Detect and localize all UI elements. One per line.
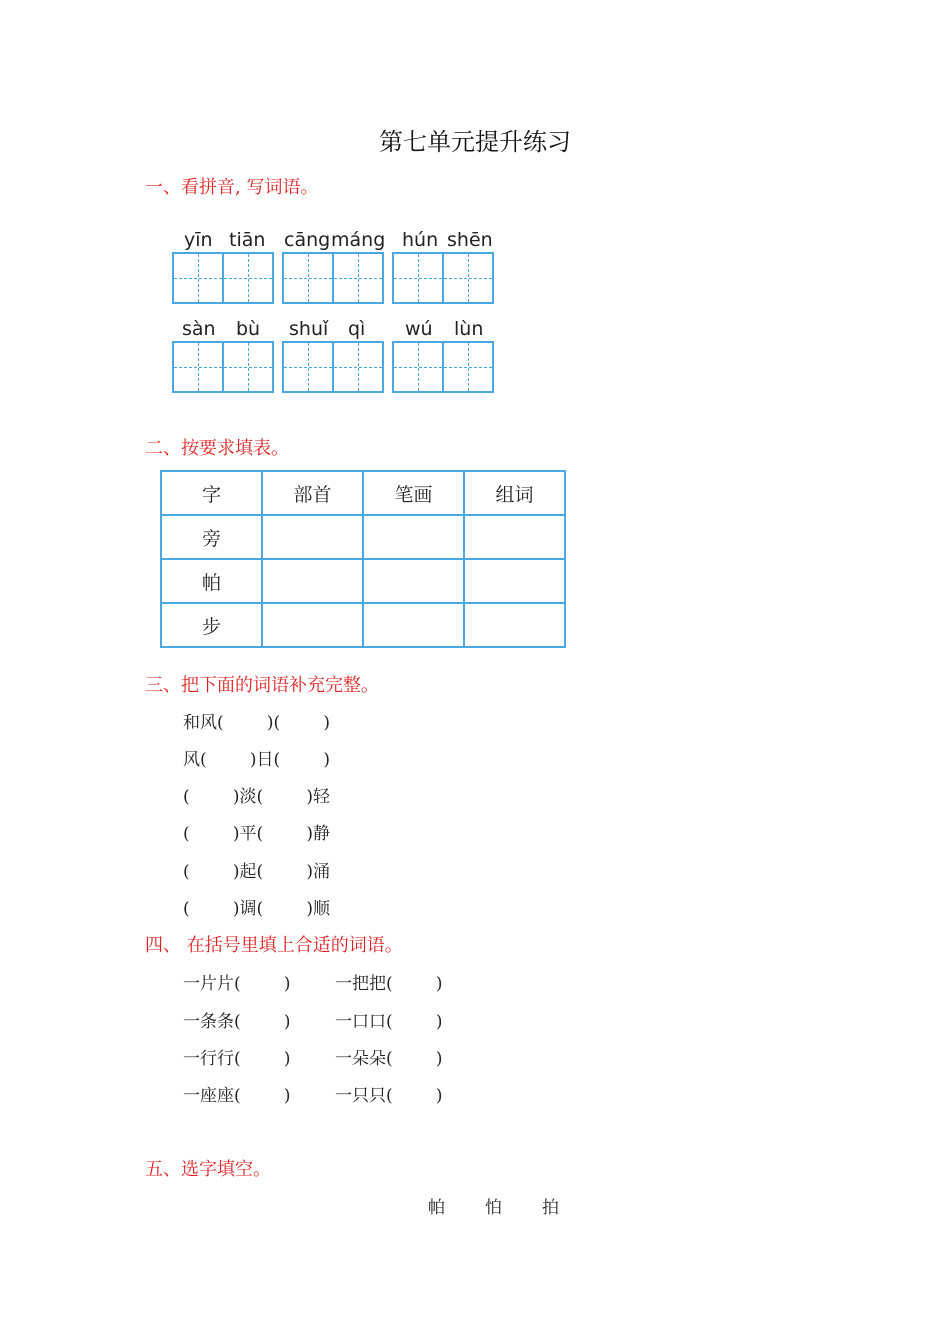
- table-cell-blank[interactable]: [464, 559, 565, 603]
- measure-word-line[interactable]: 一把把( ): [335, 974, 443, 994]
- writing-grid[interactable]: [282, 341, 384, 393]
- idiom-line[interactable]: ( )起( )涌: [183, 862, 330, 882]
- writing-grid[interactable]: [282, 252, 384, 304]
- measure-word-line[interactable]: 一行行( ): [183, 1049, 291, 1069]
- section-2-heading: 二、按要求填表。: [145, 438, 289, 459]
- writing-grid[interactable]: [172, 252, 274, 304]
- table-cell-blank[interactable]: [262, 603, 363, 647]
- pinyin-syllable: hún: [402, 229, 439, 251]
- idiom-line[interactable]: 和风( )( ): [183, 713, 330, 733]
- table-cell-blank[interactable]: [363, 559, 464, 603]
- table-cell-blank[interactable]: [262, 559, 363, 603]
- idiom-line[interactable]: ( )调( )顺: [183, 899, 330, 919]
- measure-word-line[interactable]: 一朵朵( ): [335, 1049, 443, 1069]
- table-cell-char: 帕: [161, 559, 262, 603]
- pinyin-syllable: lùn: [454, 318, 484, 340]
- writing-grid[interactable]: [392, 252, 494, 304]
- idiom-line[interactable]: ( )淡( )轻: [183, 787, 330, 807]
- writing-grid[interactable]: [392, 341, 494, 393]
- table-header: 组词: [464, 471, 565, 515]
- table-header-row: [161, 471, 565, 515]
- table-header: 笔画: [363, 471, 464, 515]
- measure-word-line[interactable]: 一条条( ): [183, 1012, 291, 1032]
- table-row: [161, 515, 565, 559]
- writing-grid[interactable]: [172, 341, 274, 393]
- pinyin-syllable: sàn: [182, 318, 216, 340]
- idiom-line[interactable]: 风( )日( ): [183, 750, 330, 770]
- measure-word-line[interactable]: 一片片( ): [183, 974, 291, 994]
- section-5-heading: 五、选字填空。: [145, 1159, 271, 1180]
- table-cell-blank[interactable]: [464, 515, 565, 559]
- pinyin-syllable: wú: [405, 318, 433, 340]
- pinyin-syllable: shēn: [447, 229, 493, 251]
- measure-word-line[interactable]: 一座座( ): [183, 1086, 291, 1106]
- idiom-line[interactable]: ( )平( )静: [183, 824, 330, 844]
- table-row: [161, 603, 565, 647]
- section-1-heading: 一、看拼音, 写词语。: [145, 177, 319, 198]
- section-3-heading: 三、把下面的词语补充完整。: [145, 675, 379, 696]
- measure-word-line[interactable]: 一只只( ): [335, 1086, 443, 1106]
- measure-word-line[interactable]: 一口口( ): [335, 1012, 443, 1032]
- table-cell-blank[interactable]: [363, 515, 464, 559]
- choice-char: 怕: [485, 1198, 502, 1218]
- table-cell-char: 步: [161, 603, 262, 647]
- table-cell-blank[interactable]: [363, 603, 464, 647]
- table-header: 部首: [262, 471, 363, 515]
- table-row: [161, 559, 565, 603]
- table-cell-blank[interactable]: [464, 603, 565, 647]
- page-title: 第七单元提升练习: [379, 128, 571, 156]
- choice-char: 帕: [428, 1198, 445, 1218]
- fill-in-table: [160, 470, 566, 648]
- pinyin-syllable: tiān: [229, 229, 266, 251]
- table-cell-blank[interactable]: [262, 515, 363, 559]
- table-header: 字: [161, 471, 262, 515]
- table-cell-char: 旁: [161, 515, 262, 559]
- pinyin-syllable: yīn: [184, 229, 213, 251]
- pinyin-syllable: qì: [348, 318, 366, 340]
- pinyin-syllable: máng: [331, 229, 386, 251]
- choice-char: 拍: [542, 1198, 559, 1218]
- pinyin-syllable: bù: [236, 318, 261, 340]
- section-4-heading: 四、 在括号里填上合适的词语。: [145, 935, 403, 956]
- pinyin-syllable: cāng: [284, 229, 331, 251]
- pinyin-syllable: shuǐ: [289, 318, 329, 340]
